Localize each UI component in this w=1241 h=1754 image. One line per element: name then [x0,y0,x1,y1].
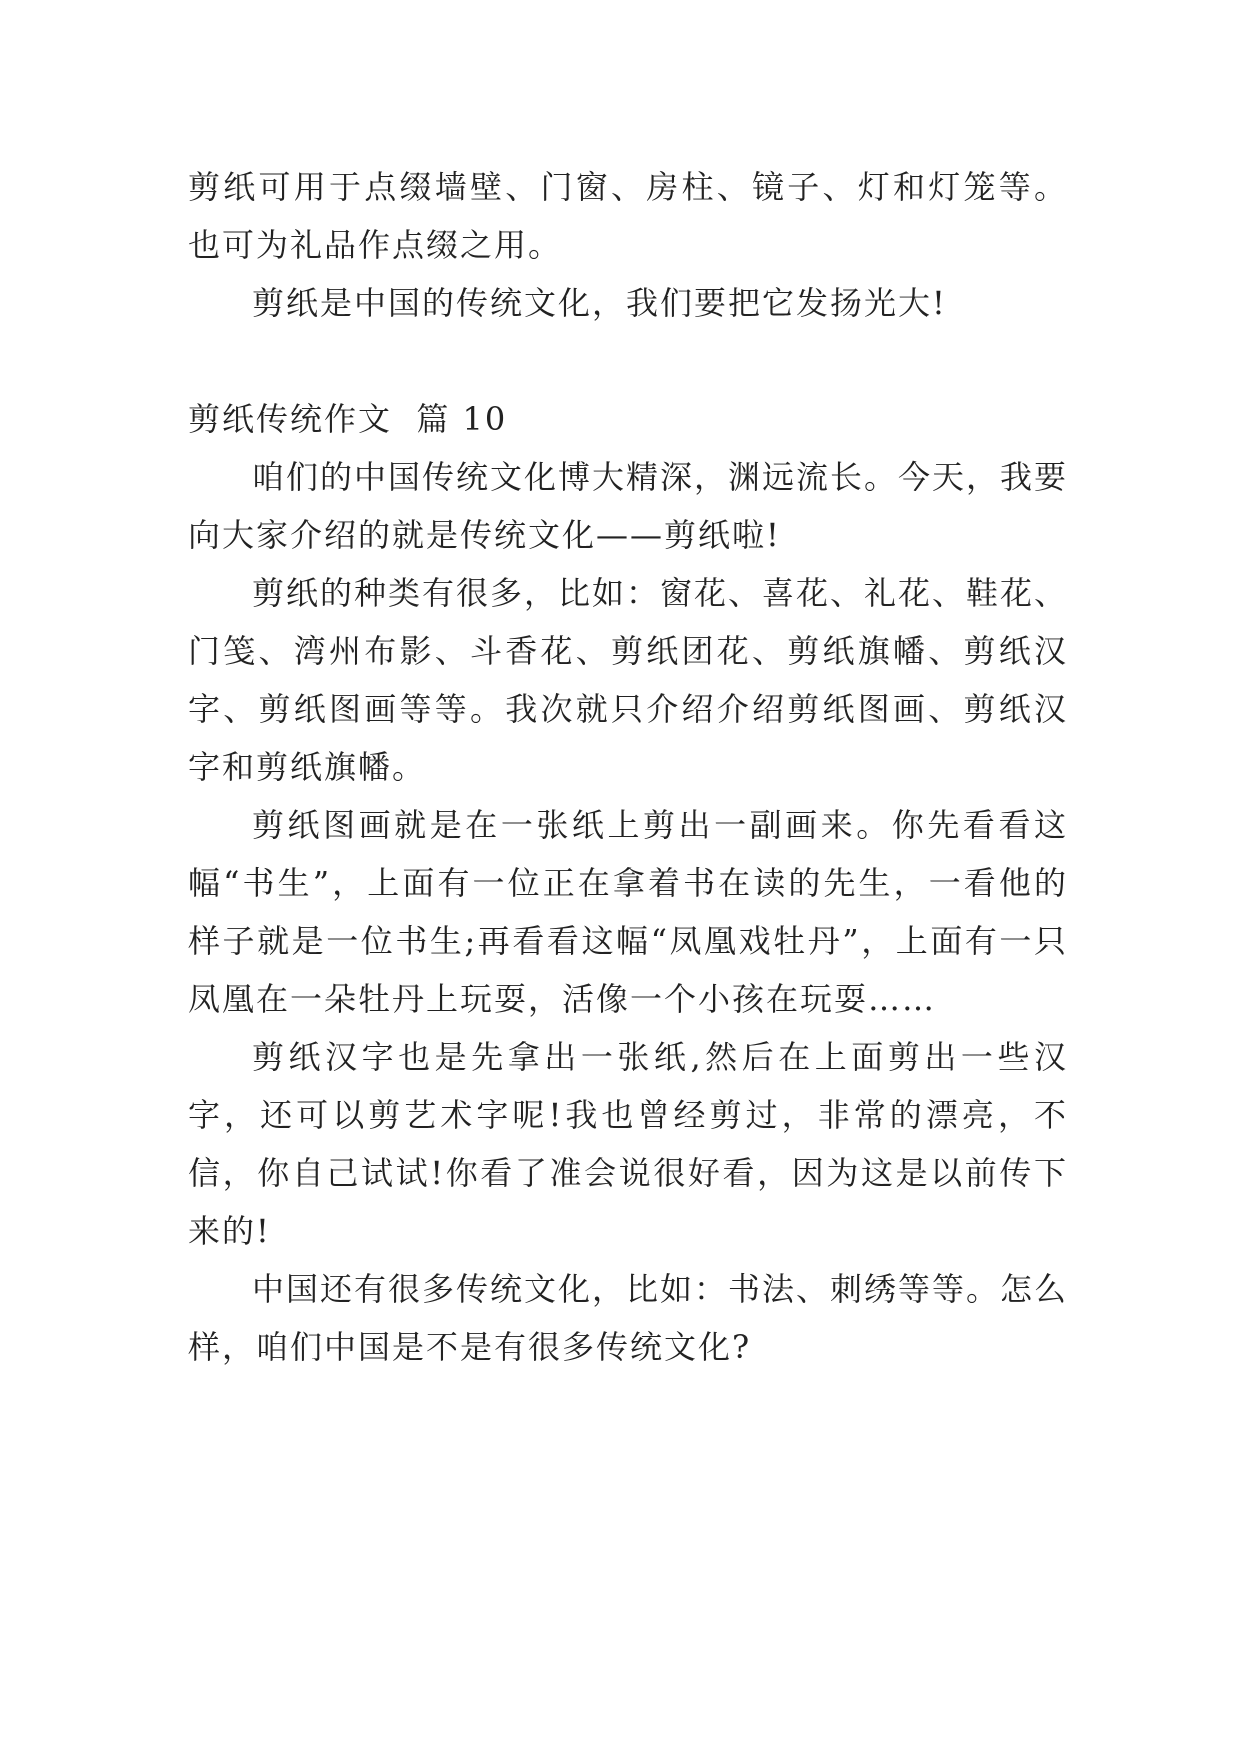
paragraph: 剪纸可用于点缀墙壁、门窗、房柱、镜子、灯和灯笼等。也可为礼品作点缀之用。 [188,168,1068,264]
paragraph: 咱们的中国传统文化博大精深，渊远流长。今天，我要向大家介绍的就是传统文化——剪纸啦! [188,458,1069,554]
paragraph: 剪纸图画就是在一张纸上剪出一副画来。你先看看这幅“书生”，上面有一位正在拿着书在读的先生，一看他的样子就是一位书生;再看看这幅“凤凰戏牡丹”，上面有一只凤凰在一朵牡丹上玩耍，活像一个小孩在玩耍…… [188,806,1068,1018]
paragraph-spacer [188,332,1068,390]
paragraph: 剪纸是中国的传统文化，我们要把它发扬光大! [252,284,947,322]
paragraph: 剪纸汉字也是先拿出一张纸,然后在上面剪出一些汉字，还可以剪艺术字呢!我也曾经剪过，非常的漂亮，不信，你自己试试!你看了准会说很好看，因为这是以前传下来的! [188,1038,1068,1250]
document-body [188,158,1068,1376]
paragraph: 剪纸的种类有很多，比如：窗花、喜花、礼花、鞋花、门笺、湾州布影、斗香花、剪纸团花、剪纸旗幡、剪纸汉字、剪纸图画等等。我次就只介绍介绍剪纸图画、剪纸汉字和剪纸旗幡。 [188,574,1069,786]
paragraph: 中国还有很多传统文化，比如：书法、刺绣等等。怎么样，咱们中国是不是有很多传统文化? [188,1270,1069,1366]
section-heading: 剪纸传统作文 篇 10 [188,400,508,438]
